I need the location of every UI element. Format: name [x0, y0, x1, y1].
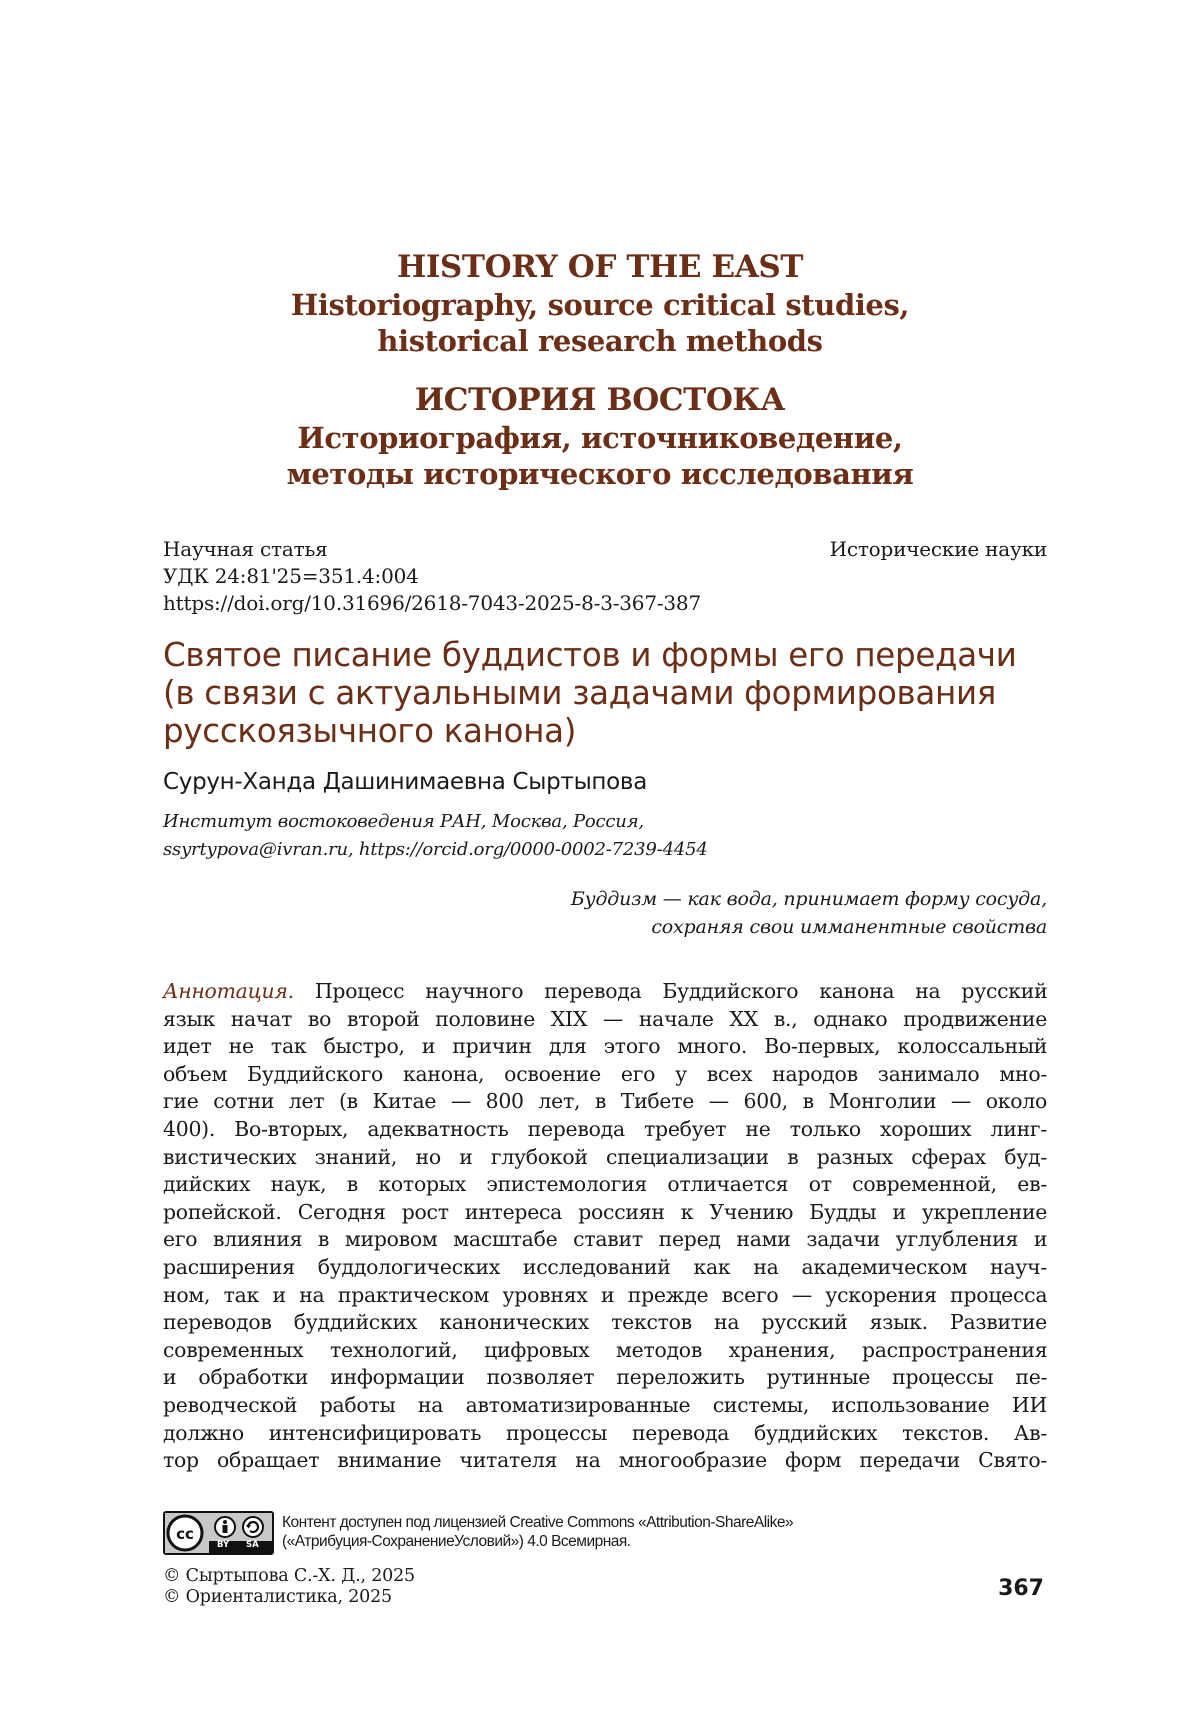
abstract-line — [163, 1420, 1047, 1448]
abstract-line — [163, 1282, 1047, 1310]
copyright — [163, 1566, 415, 1608]
abstract-line — [163, 1364, 1047, 1392]
abstract-line-text: дийских наук, в которых эпистемология отличается от современной, ев- — [163, 1172, 1047, 1197]
abstract-line-text: вистических знаний, но и глубокой специализации в разных сферах буд- — [163, 1144, 1047, 1169]
abstract-line — [163, 1226, 1047, 1254]
svg-text:cc: cc — [176, 1525, 194, 1543]
rubric-subheading-en-line1: Historiography, source critical studies, — [290, 288, 910, 322]
author-name: Сурун-Ханда Дашинимаевна Сыртыпова — [163, 769, 647, 795]
author-contacts[interactable]: ssyrtypova@ivran.ru, https://orcid.org/0000-0002-7239-4454 — [163, 839, 708, 860]
abstract-line — [163, 1088, 1047, 1116]
abstract-line-text: ном, так и на практическом уровнях и прежде всего — ускорения процесса — [163, 1282, 1048, 1307]
copyright-author: © Сыртыпова С.-Х. Д., 2025 — [163, 1566, 415, 1586]
epigraph-line: Буддизм — как вода, принимает форму сосуда, — [570, 888, 1047, 910]
abstract-line-text: современных технологий, цифровых методов хранения, распространения — [163, 1337, 1048, 1362]
abstract-line-text: реводческой работы на автоматизированные системы, использование ИИ — [163, 1392, 1047, 1417]
article-meta — [163, 536, 1047, 617]
rubric-russian — [0, 380, 1200, 492]
rubric-subheading-ru-line2: методы исторического исследования — [286, 457, 914, 491]
abstract-line — [163, 1006, 1047, 1034]
copyright-journal: © Ориенталистика, 2025 — [163, 1587, 392, 1607]
page-number: 367 — [998, 1576, 1044, 1601]
license-line: («Атрибуция-СохранениеУсловий») 4.0 Всемирная. — [282, 1533, 631, 1550]
abstract-line — [163, 1392, 1047, 1420]
abstract-line — [163, 1144, 1047, 1172]
badge-by-label: BY — [217, 1540, 230, 1550]
doi-link[interactable]: https://doi.org/10.31696/2618-7043-2025-8-3-367-387 — [163, 591, 701, 615]
article-type: Научная статья — [163, 537, 328, 561]
abstract-line-text: его влияния в мировом масштабе ставит перед нами задачи углубления и — [163, 1227, 1048, 1252]
abstract-line-text: гие сотни лет (в Китае — 800 лет, в Тибете — 600, в Монголии — около — [163, 1089, 1047, 1114]
abstract-line-text: идет не так быстро, и причин для этого много. Во-первых, колоссальный — [163, 1034, 1048, 1059]
license-text — [282, 1511, 793, 1559]
abstract-line-text: язык начат во второй половине XIX — начале XX в., однако продвижение — [163, 1006, 1048, 1031]
rubric-subheading-en-line2: historical research methods — [377, 324, 823, 358]
abstract-line — [163, 1116, 1047, 1144]
abstract-line — [163, 1309, 1047, 1337]
article-title — [163, 636, 1063, 750]
article-field: Исторические науки — [829, 537, 1047, 561]
license-line: Контент доступен под лицензией Creative Commons «Attribution-ShareAlike» — [282, 1514, 794, 1531]
rubric-heading-ru: ИСТОРИЯ ВОСТОКА — [414, 382, 786, 418]
rubric-english — [0, 247, 1200, 359]
abstract-line-text: переводов буддийских канонических текстов на русский язык. Развитие — [163, 1310, 1047, 1335]
abstract — [163, 978, 1047, 1475]
abstract-line — [163, 1061, 1047, 1089]
abstract-line-text: расширения буддологических исследований как на академическом науч- — [163, 1254, 1047, 1279]
author-affiliation — [163, 808, 1043, 864]
abstract-line-text: ропейской. Сегодня рост интереса россиян к Учению Будды и укрепление — [163, 1199, 1048, 1224]
cc-by-sa-badge-icon[interactable] — [163, 1511, 274, 1555]
epigraph-line: сохраняя свои имманентные свойства — [651, 916, 1047, 938]
abstract-line-text: должно интенсифицировать процессы перевода буддийских текстов. Ав- — [163, 1420, 1047, 1445]
abstract-line — [163, 1199, 1047, 1227]
epigraph — [347, 885, 1047, 941]
rubric-subheading-ru-line1: Историография, источниковедение, — [297, 421, 903, 455]
abstract-label: Аннотация. — [163, 979, 294, 1003]
affiliation-text: Институт востоковедения РАН, Москва, Россия, — [163, 811, 644, 832]
title-line: (в связи с актуальными задачами формирования — [163, 674, 997, 712]
abstract-line — [163, 978, 1047, 1006]
abstract-line-text: Процесс научного перевода Буддийского канона на русский — [314, 979, 1048, 1003]
abstract-line-text: тор обращает внимание читателя на многообразие форм передачи Свято- — [163, 1448, 1047, 1473]
badge-sa-label: SA — [246, 1540, 259, 1550]
abstract-line — [163, 1171, 1047, 1199]
abstract-line-text: объем Буддийского канона, освоение его у всех народов занимало мно- — [163, 1061, 1047, 1086]
abstract-line — [163, 1447, 1047, 1475]
abstract-line — [163, 1254, 1047, 1282]
rubric-heading-en: HISTORY OF THE EAST — [396, 249, 804, 285]
udc-code: УДК 24:81'25=351.4:004 — [163, 564, 419, 588]
abstract-line — [163, 1033, 1047, 1061]
title-line: Святое писание буддистов и формы его передачи — [163, 636, 1017, 674]
abstract-line-text: и обработки информации позволяет переложить рутинные процессы пе- — [163, 1365, 1048, 1390]
abstract-line-text: 400). Во-вторых, адекватность перевода требует не только хороших линг- — [163, 1116, 1047, 1141]
license-block — [163, 1511, 1063, 1559]
title-line: русскоязычного канона) — [163, 712, 577, 750]
abstract-line — [163, 1337, 1047, 1365]
